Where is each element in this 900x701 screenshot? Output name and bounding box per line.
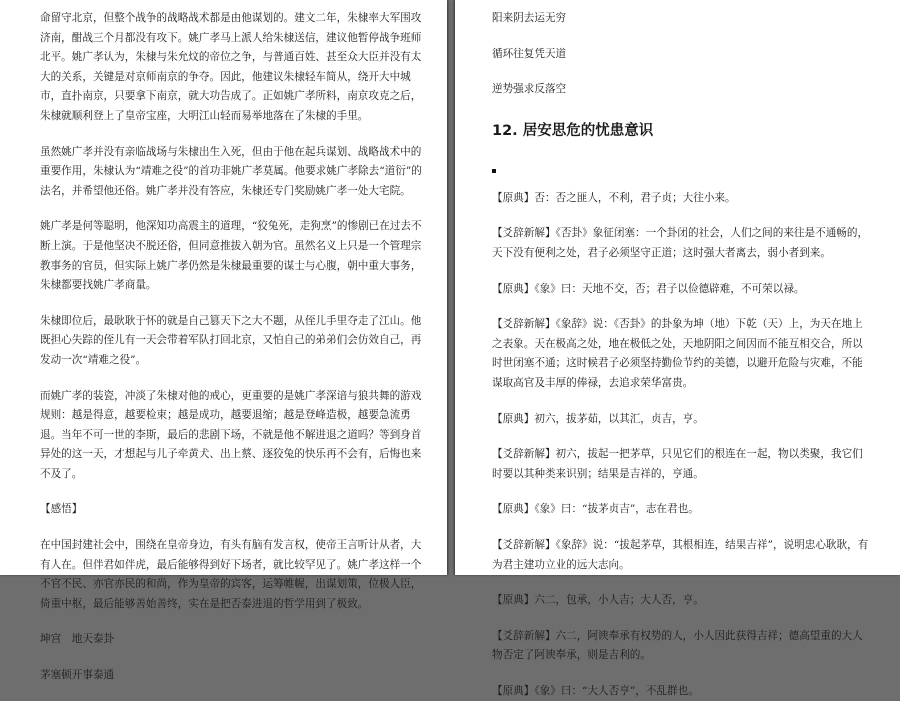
verse-line: 坤宫 地天泰卦 — [40, 633, 115, 646]
paragraph: 命留守北京，但整个战争的战略战术都是由他谋划的。建文二年，朱棣率大军围攻济南，酣战三个月都没有攻下。姚广孝马上派人给朱棣送信，建议他暂停战争班师北平。姚广孝认为，朱棣与朱允炆的帝位之争，与普通百姓、甚至众大臣并没有太大的关系，关键是对京师南京的争夺。因此，他建议朱棣轻车简从，绕开大中城市，直扑南京，只要拿下南京，就大功告成了。正如姚广孝所料，南京攻克之后，朱棣就顺利登上了皇帝宝座，大明江山轻而易举地落在了朱棣的手里。 — [40, 12, 422, 122]
verse-line: 阳来阴去运无穷 — [492, 12, 567, 24]
insight-label: 【感悟】 — [40, 503, 83, 516]
insight-text: 在中国封建社会中，围绕在皇帝身边，有头有脑有发言权，使帝王言听计从者，大有人在。但伴君如伴虎，最后能够得到好下场者，就比较罕见了。姚广孝这样一个不官不民、亦官亦民的和尚，作为皇帝的宾客，运筹帷幄，出谋划策，位极人臣，倚重中枢，最后能够善始善终，实在是把否泰进退的哲学用到了极致。 — [40, 539, 422, 610]
bullet-icon — [492, 169, 496, 173]
verse-line: 循环往复凭天道 — [492, 47, 567, 60]
paragraph: 而姚广孝的装瓷，冲淡了朱棣对他的戒心，更重要的是姚广孝深谙与狼共舞的游戏规则：越是得意，越要检束；越是成功，越要退缩；越是登峰造极，越要急流勇退。当年不可一世的李斯，最后的悲剧下场，不就是他不解进退之道吗？等到身首异处的这一天，才想起与儿子牵黄犬、出上蔡、逐狡兔的快乐再不会有，后悔也来不及了。 — [40, 389, 422, 480]
paragraph: 姚广孝是何等聪明，他深知功高震主的道理，“狡兔死，走狗烹”的惨剧已在过去不断上演。于是他坚决不脱还俗，但同意推拔入朝为官。虽然名义上只是一个管理宗教事务的官员，但实际上姚广孝仍然是朱棣最重要的谋士与心腹，朝中重大事务，朱棣都要找姚广孝商量。 — [40, 220, 422, 292]
paragraph: 虽然姚广孝并没有亲临战场与朱棣出生入死，但由于他在起兵谋划、战略战术中的重要作用，朱棣认为“靖难之役”的首功非姚广孝莫属。他要求姚广孝除去“道衍”的法名，并希望他还俗。姚广孝并没有答应，朱棣还专门奖励姚广孝一处大宅院。 — [40, 145, 422, 197]
entry: 【爻辞新解】初六，拔起一把茅草，只见它们的根连在一起，物以类聚，我它们时要以其种类来识别；结果是吉祥的，亨通。 — [492, 448, 863, 480]
left-page — [0, 0, 447, 682]
verse-line: 茅塞顿开事泰通 — [40, 669, 115, 682]
entry: 【原典】《象》曰：天地不交，否；君子以俭德辟难，不可荣以禄。 — [492, 282, 805, 295]
entry: 【原典】初六，拔茅茹，以其汇，贞吉，亨。 — [492, 412, 704, 425]
right-page — [455, 0, 900, 697]
verse-line: 逆势强求反落空 — [492, 83, 567, 96]
entry: 【爻辞新解】《象辞》说：《否卦》的卦象为坤（地）下乾（天）上，为天在地上之表象。天在极高之处，地在极低之处，天地阴阳之间因而不能互相交合，所以时世闭塞不通；这时候君子必须坚持勤俭节约的美德，以避开危险与灾难，不能谋取高官及丰厚的俸禄，去追求荣华富贵。 — [492, 318, 863, 389]
section-title: 12. 居安思危的忧患意识 — [492, 122, 654, 139]
entry: 【原典】六二，包承，小人吉；大人否，亨。 — [492, 594, 704, 607]
paragraph: 朱棣即位后，最耿耿于怀的就是自己篡天下之大不题，从侄儿手里夺走了江山。他既担心失踪的侄儿有一天会带着军队打回北京，又怕自己的弟弟们会仿效自己，再发动一次“靖难之役”。 — [40, 314, 422, 366]
entry: 【原典】否：否之匪人，不利，君子贞；大往小来。 — [492, 191, 736, 204]
entry: 【原典】《象》曰：“拔茅贞吉”，志在君也。 — [492, 503, 699, 516]
entry: 【爻辞新解】《象辞》说：“拔起茅草，其根相连，结果吉祥”，说明忠心耿耿，有为君主建功立业的远大志向。 — [492, 538, 869, 571]
entry: 【爻辞新解】《否卦》象征闭塞：一个卦闭的社会，人们之间的来往是不通畅的，天下没有便利之处，君子必须坚守正道；这时强大者离去，弱小者到来。 — [492, 227, 869, 259]
entry: 【爻辞新解】六二，阿谀奉承有权势的人，小人因此获得吉祥；德高望重的大人物否定了阿谀奉承，则是吉利的。 — [492, 629, 863, 662]
entry: 【原典】《象》曰：“大人否亨”，不乱群也。 — [492, 684, 699, 697]
